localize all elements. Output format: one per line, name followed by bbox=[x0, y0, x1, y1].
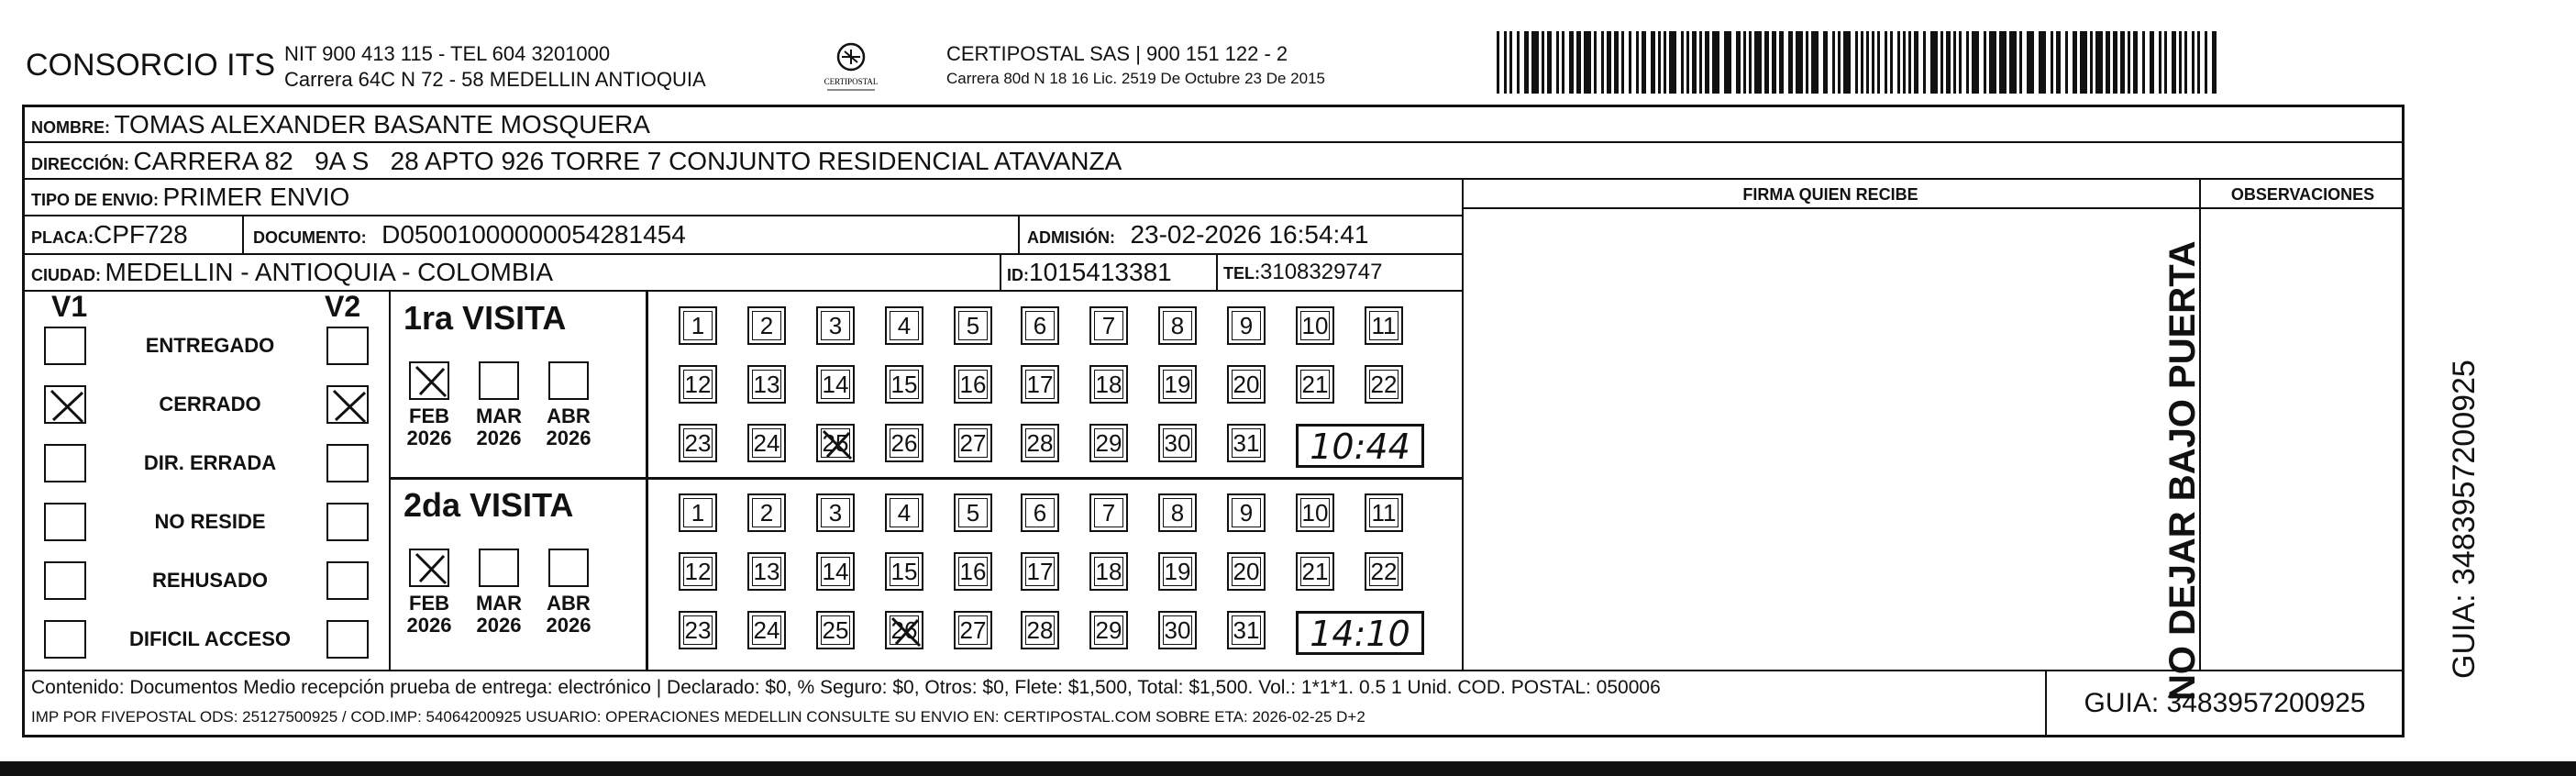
day-number: 23 bbox=[684, 616, 712, 644]
visit-time: 14:10 bbox=[1296, 611, 1424, 655]
day-number: 17 bbox=[1026, 558, 1054, 585]
day-number: 21 bbox=[1301, 371, 1329, 398]
day-number: 10 bbox=[1301, 499, 1329, 527]
day-number: 18 bbox=[1095, 371, 1122, 398]
v2-checkbox[interactable] bbox=[326, 444, 369, 482]
day-box[interactable] bbox=[816, 493, 855, 532]
day-number: 31 bbox=[1233, 429, 1260, 457]
day-box[interactable] bbox=[747, 424, 786, 462]
visit-time: 10:44 bbox=[1296, 424, 1424, 468]
visit-title: 2da VISITA bbox=[404, 486, 574, 524]
status-label: NO RESIDE bbox=[154, 510, 266, 533]
day-box[interactable] bbox=[1089, 306, 1128, 345]
day-number: 28 bbox=[1026, 429, 1054, 457]
tel-label: TEL: bbox=[1223, 264, 1260, 283]
day-number: 3 bbox=[828, 499, 843, 527]
day-number: 13 bbox=[753, 371, 780, 398]
v1-checkbox[interactable] bbox=[44, 561, 86, 600]
month-label: ABR 2026 bbox=[546, 405, 591, 449]
tipo-envio-label: TIPO DE ENVIO: bbox=[31, 191, 160, 209]
day-box[interactable] bbox=[954, 493, 992, 532]
visit-title: 1ra VISITA bbox=[404, 299, 567, 337]
day-box[interactable] bbox=[1158, 611, 1197, 649]
documento-label: DOCUMENTO: bbox=[253, 228, 367, 247]
month-checkbox[interactable] bbox=[479, 549, 519, 587]
day-box[interactable] bbox=[954, 424, 992, 462]
day-box[interactable] bbox=[1296, 552, 1334, 591]
day-number: 5 bbox=[966, 312, 980, 339]
placa-label: PLACA: bbox=[31, 228, 94, 247]
day-box[interactable] bbox=[885, 424, 923, 462]
day-number: 29 bbox=[1095, 429, 1122, 457]
admision-label: ADMISIÓN: bbox=[1027, 228, 1115, 247]
month-checkbox[interactable] bbox=[548, 361, 589, 400]
day-number: 23 bbox=[684, 429, 712, 457]
documento-value: D05001000000054281454 bbox=[381, 220, 686, 249]
day-number: 15 bbox=[890, 558, 918, 585]
day-number: 27 bbox=[959, 429, 987, 457]
v1-checkbox[interactable] bbox=[44, 444, 86, 482]
day-number: 30 bbox=[1164, 429, 1191, 457]
direccion-label: DIRECCIÓN: bbox=[31, 155, 129, 173]
nombre-label: NOMBRE: bbox=[31, 118, 110, 137]
day-number: 25 bbox=[822, 429, 849, 457]
day-box[interactable] bbox=[1089, 365, 1128, 404]
day-box[interactable] bbox=[816, 306, 855, 345]
company-nit: NIT 900 413 115 - TEL 604 3201000 bbox=[284, 42, 611, 65]
month-label: FEB 2026 bbox=[406, 405, 452, 449]
day-number: 11 bbox=[1371, 499, 1397, 527]
month-checkbox[interactable] bbox=[409, 549, 449, 587]
month-checkbox[interactable] bbox=[409, 361, 449, 400]
month-label: MAR 2026 bbox=[475, 592, 523, 637]
day-box[interactable] bbox=[1296, 365, 1334, 404]
day-box[interactable] bbox=[747, 493, 786, 532]
day-number: 9 bbox=[1239, 312, 1254, 339]
guia-box bbox=[2045, 670, 2405, 737]
day-box[interactable] bbox=[1021, 611, 1059, 649]
day-box[interactable] bbox=[747, 306, 786, 345]
status-label: CERRADO bbox=[159, 393, 261, 416]
day-number: 11 bbox=[1371, 312, 1397, 339]
day-box[interactable] bbox=[747, 365, 786, 404]
day-box[interactable] bbox=[954, 365, 992, 404]
observaciones-header: OBSERVACIONES bbox=[2230, 185, 2375, 204]
day-box[interactable] bbox=[1089, 552, 1128, 591]
status-label: DIR. ERRADA bbox=[143, 451, 277, 474]
day-mark bbox=[818, 426, 857, 464]
v2-checkbox[interactable] bbox=[326, 561, 369, 600]
day-box[interactable] bbox=[1227, 306, 1266, 345]
day-box[interactable] bbox=[679, 611, 717, 649]
certipostal-line1: CERTIPOSTAL SAS | 900 151 122 - 2 bbox=[946, 42, 1288, 65]
direccion-value: CARRERA 82 9A S 28 APTO 926 TORRE 7 CONJUNTO RESIDENCIAL ATAVANZA bbox=[133, 147, 1122, 175]
day-number: 20 bbox=[1233, 371, 1260, 398]
day-box[interactable] bbox=[954, 552, 992, 591]
day-number: 26 bbox=[890, 616, 918, 644]
day-box[interactable] bbox=[679, 493, 717, 532]
id-value: 1015413381 bbox=[1029, 258, 1172, 286]
day-number: 8 bbox=[1170, 499, 1185, 527]
day-number: 15 bbox=[890, 371, 918, 398]
day-box[interactable] bbox=[1296, 306, 1334, 345]
day-box[interactable] bbox=[1021, 493, 1059, 532]
day-box[interactable] bbox=[1296, 493, 1334, 532]
ciudad-label: CIUDAD: bbox=[31, 266, 101, 284]
day-number: 20 bbox=[1233, 558, 1260, 585]
day-number: 18 bbox=[1095, 558, 1122, 585]
v1-checkbox[interactable] bbox=[44, 385, 86, 424]
barcode bbox=[1497, 31, 2221, 94]
v2-checkbox[interactable] bbox=[326, 503, 369, 541]
day-number: 7 bbox=[1101, 312, 1116, 339]
month-checkbox[interactable] bbox=[548, 549, 589, 587]
day-number: 5 bbox=[966, 499, 980, 527]
month-label: ABR 2026 bbox=[546, 592, 591, 637]
day-number: 19 bbox=[1164, 558, 1191, 585]
day-number: 14 bbox=[822, 371, 849, 398]
day-number: 4 bbox=[897, 499, 912, 527]
day-number: 17 bbox=[1026, 371, 1054, 398]
footer-imp: IMP POR FIVEPOSTAL ODS: 25127500925 / COD.IMP: 54064200925 USUARIO: OPERACIONES MEDELLIN CONSULTE SU ENVIO EN: CERTIPOSTAL.COM SOBRE ETA: 2026-02-25 D+2 bbox=[31, 708, 1365, 726]
day-box[interactable] bbox=[1021, 306, 1059, 345]
footer-contenido: Contenido: Documentos Medio recepción prueba de entrega: electrónico | Declarado: $0, % Seguro: $0, Otros: $0, Flete: $1,500, Total: $1,500. Vol.: 1*1*1. 0.5 1 Unid. COD. POSTAL: 050006 bbox=[31, 677, 1661, 698]
certipostal-line2: Carrera 80d N 18 16 Lic. 2519 De Octubre 23 De 2015 bbox=[946, 70, 1325, 87]
v2-checkbox[interactable] bbox=[326, 385, 369, 424]
day-number: 4 bbox=[897, 312, 912, 339]
certipostal-logo bbox=[814, 37, 888, 95]
status-label: DIFICIL ACCESO bbox=[128, 627, 291, 650]
day-box[interactable] bbox=[1158, 493, 1197, 532]
day-box[interactable] bbox=[816, 611, 855, 649]
firma-header: FIRMA QUIEN RECIBE bbox=[1742, 185, 1918, 204]
day-box[interactable] bbox=[816, 365, 855, 404]
day-number: 1 bbox=[691, 312, 705, 339]
v2-checkbox[interactable] bbox=[326, 327, 369, 365]
day-box[interactable] bbox=[954, 306, 992, 345]
v2-checkbox[interactable] bbox=[326, 620, 369, 659]
day-number: 26 bbox=[890, 429, 918, 457]
day-box[interactable] bbox=[1021, 552, 1059, 591]
v1-checkbox[interactable] bbox=[44, 620, 86, 659]
day-number: 12 bbox=[684, 558, 712, 585]
day-box[interactable] bbox=[885, 306, 923, 345]
company-name: CONSORCIO ITS bbox=[26, 48, 276, 83]
day-box[interactable] bbox=[816, 424, 855, 462]
page-edge bbox=[0, 761, 2576, 776]
day-number: 21 bbox=[1301, 558, 1329, 585]
day-box[interactable] bbox=[1227, 424, 1266, 462]
day-number: 2 bbox=[759, 312, 774, 339]
v1-header: V1 bbox=[51, 290, 88, 323]
day-number: 9 bbox=[1239, 499, 1254, 527]
day-box[interactable] bbox=[1158, 552, 1197, 591]
day-box[interactable] bbox=[1158, 306, 1197, 345]
day-box[interactable] bbox=[1227, 611, 1266, 649]
day-box[interactable] bbox=[1227, 493, 1266, 532]
status-label: ENTREGADO bbox=[145, 334, 275, 357]
day-number: 1 bbox=[691, 499, 705, 527]
logo-text: CERTIPOSTAL bbox=[824, 77, 879, 86]
v1-checkbox[interactable] bbox=[44, 327, 86, 365]
side-guia: GUIA: 3483957200925 bbox=[2447, 360, 2482, 679]
day-box[interactable] bbox=[1089, 424, 1128, 462]
day-number: 29 bbox=[1095, 616, 1122, 644]
day-number: 22 bbox=[1370, 371, 1398, 398]
day-box[interactable] bbox=[1227, 552, 1266, 591]
day-box[interactable] bbox=[1365, 552, 1403, 591]
placa-value: CPF728 bbox=[94, 220, 188, 249]
day-number: 6 bbox=[1033, 499, 1047, 527]
day-box[interactable] bbox=[1021, 424, 1059, 462]
month-label: MAR 2026 bbox=[475, 405, 523, 449]
day-box[interactable] bbox=[747, 611, 786, 649]
day-number: 13 bbox=[753, 558, 780, 585]
day-box[interactable] bbox=[1227, 365, 1266, 404]
day-box[interactable] bbox=[1365, 365, 1403, 404]
day-number: 16 bbox=[959, 558, 987, 585]
day-box[interactable] bbox=[1365, 306, 1403, 345]
nombre-value: TOMAS ALEXANDER BASANTE MOSQUERA bbox=[114, 110, 650, 139]
day-box[interactable] bbox=[1021, 365, 1059, 404]
day-number: 10 bbox=[1301, 312, 1329, 339]
day-box[interactable] bbox=[885, 611, 923, 649]
day-number: 14 bbox=[822, 558, 849, 585]
day-number: 6 bbox=[1033, 312, 1047, 339]
day-number: 22 bbox=[1370, 558, 1398, 585]
day-number: 8 bbox=[1170, 312, 1185, 339]
side-warning: NO DEJAR BAJO PUERTA bbox=[2162, 240, 2203, 701]
guia-box-text: GUIA: 3483957200925 bbox=[2084, 688, 2366, 718]
tel-value: 3108329747 bbox=[1260, 260, 1383, 284]
v1-checkbox[interactable] bbox=[44, 503, 86, 541]
day-box[interactable] bbox=[1158, 365, 1197, 404]
day-box[interactable] bbox=[679, 365, 717, 404]
day-box[interactable] bbox=[679, 424, 717, 462]
day-box[interactable] bbox=[1158, 424, 1197, 462]
day-box[interactable] bbox=[954, 611, 992, 649]
day-box[interactable] bbox=[679, 306, 717, 345]
v2-header: V2 bbox=[325, 290, 361, 323]
day-number: 12 bbox=[684, 371, 712, 398]
day-box[interactable] bbox=[747, 552, 786, 591]
day-mark bbox=[887, 613, 925, 651]
id-label: ID: bbox=[1007, 266, 1029, 284]
tipo-envio-value: PRIMER ENVIO bbox=[162, 183, 350, 211]
day-number: 30 bbox=[1164, 616, 1191, 644]
day-number: 31 bbox=[1233, 616, 1260, 644]
day-box[interactable] bbox=[1089, 611, 1128, 649]
ciudad-value: MEDELLIN - ANTIOQUIA - COLOMBIA bbox=[105, 258, 553, 286]
day-box[interactable] bbox=[885, 552, 923, 591]
day-number: 19 bbox=[1164, 371, 1191, 398]
day-box[interactable] bbox=[885, 493, 923, 532]
day-box[interactable] bbox=[1365, 493, 1403, 532]
day-box[interactable] bbox=[679, 552, 717, 591]
company-address: Carrera 64C N 72 - 58 MEDELLIN ANTIOQUIA bbox=[284, 68, 706, 91]
day-number: 2 bbox=[759, 499, 774, 527]
day-number: 16 bbox=[959, 371, 987, 398]
day-number: 24 bbox=[753, 616, 780, 644]
status-label: REHUSADO bbox=[152, 569, 268, 592]
month-checkbox[interactable] bbox=[479, 361, 519, 400]
day-number: 24 bbox=[753, 429, 780, 457]
day-box[interactable] bbox=[885, 365, 923, 404]
day-number: 25 bbox=[822, 616, 849, 644]
day-box[interactable] bbox=[816, 552, 855, 591]
admision-value: 23-02-2026 16:54:41 bbox=[1130, 220, 1369, 249]
day-box[interactable] bbox=[1089, 493, 1128, 532]
day-number: 3 bbox=[828, 312, 843, 339]
day-number: 27 bbox=[959, 616, 987, 644]
day-number: 28 bbox=[1026, 616, 1054, 644]
month-label: FEB 2026 bbox=[406, 592, 452, 637]
day-number: 7 bbox=[1101, 499, 1116, 527]
